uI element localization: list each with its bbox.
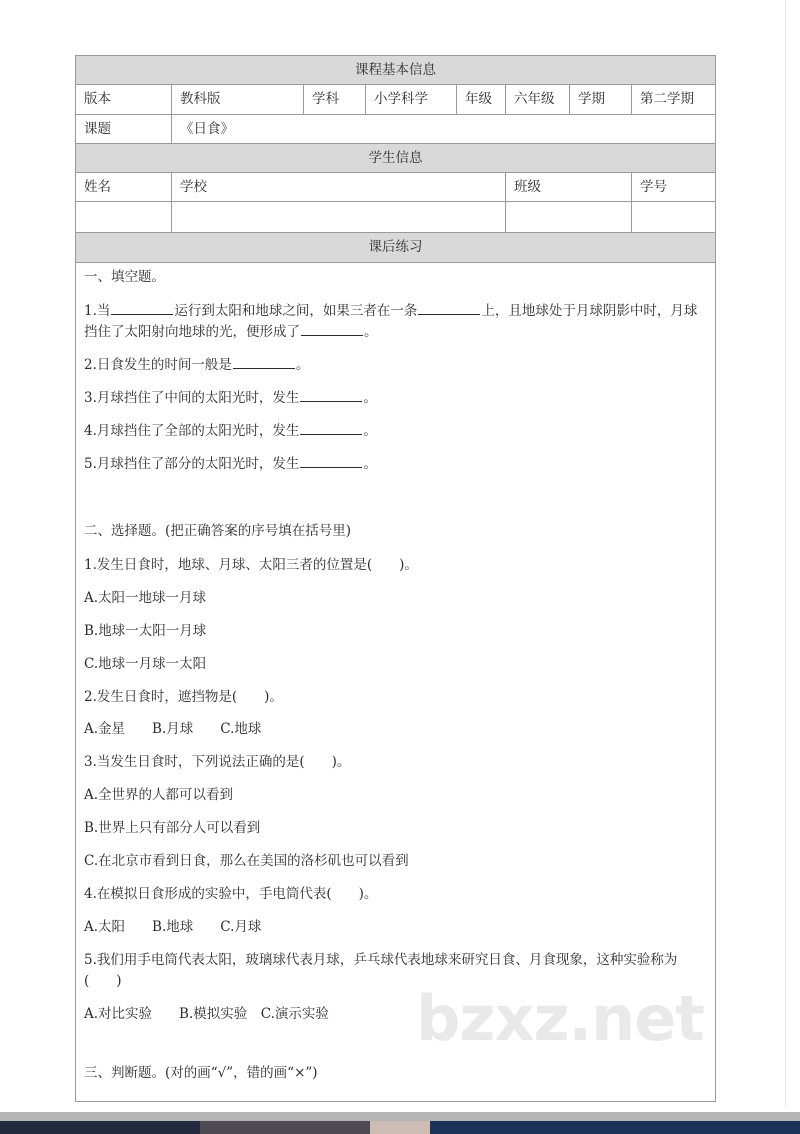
label-term: 学期 — [570, 85, 632, 114]
section1-item-1: 1.当 运行到太阳和地球之间，如果三者在一条 上，且地球处于月球阴影中时，月球挡住了太阳射向地球的光，便形成了 。 — [84, 303, 698, 341]
field-student-number[interactable] — [632, 202, 716, 233]
section2-question-3: 3.当发生日食时，下列说法正确的是( )。 — [84, 754, 351, 771]
course-info-row-2 — [76, 114, 716, 143]
fill-blank[interactable] — [233, 355, 295, 369]
next-page-preview-strip — [0, 1121, 800, 1134]
label-student-school: 学校 — [172, 173, 506, 202]
label-student-class: 班级 — [506, 173, 632, 202]
section2-q1-option-b[interactable]: B.地球一太阳一月球 — [84, 622, 207, 639]
exercise-body-row — [76, 262, 716, 1101]
field-student-name[interactable] — [76, 202, 172, 233]
fill-blank[interactable] — [301, 322, 363, 336]
exercise-body-cell — [76, 262, 716, 1101]
site-watermark: bzxz.net — [416, 982, 704, 1055]
section-spacer — [84, 1037, 707, 1063]
section2-heading: 二、选择题。(把正确答案的序号填在括号里) — [84, 522, 352, 539]
label-student-number: 学号 — [632, 173, 716, 202]
section1-heading: 一、填空题。 — [84, 269, 165, 286]
fill-blank[interactable] — [111, 302, 173, 316]
course-info-row-1 — [76, 85, 716, 114]
course-info-band-title: 课程基本信息 — [76, 56, 716, 85]
section2-question-5: 5.我们用手电筒代表太阳，玻璃球代表月球，乒乓球代表地球来研究日食、月食现象，这种实验称为( ) — [84, 951, 678, 989]
label-subject: 学科 — [304, 85, 366, 114]
section2-question-2: 2.发生日食时，遮挡物是( )。 — [84, 688, 283, 705]
label-grade: 年级 — [457, 85, 506, 114]
section2-q3-option-a[interactable]: A.全世界的人都可以看到 — [84, 787, 234, 804]
student-info-label-row — [76, 173, 716, 202]
section2-q3-option-b[interactable]: B.世界上只有部分人可以看到 — [84, 820, 261, 837]
section1-item-3: 3.月球挡住了中间的太阳光时，发生 。 — [84, 390, 377, 407]
student-info-band-title: 学生信息 — [76, 143, 716, 172]
label-version: 版本 — [76, 85, 172, 114]
section2-q1-option-c[interactable]: C.地球一月球一太阳 — [84, 655, 207, 672]
value-subject: 小学科学 — [366, 85, 457, 114]
section2-q5-options[interactable]: A.对比实验 B.模拟实验 C.演示实验 — [84, 1005, 329, 1022]
course-info-band-row — [76, 56, 716, 85]
fill-blank[interactable] — [300, 388, 362, 402]
page-separator-bar — [0, 1112, 800, 1121]
preview-segment — [0, 1121, 200, 1134]
field-student-class[interactable] — [506, 202, 632, 233]
value-version: 教科版 — [172, 85, 304, 114]
preview-segment — [370, 1121, 430, 1134]
value-term: 第二学期 — [632, 85, 716, 114]
field-student-school[interactable] — [172, 202, 506, 233]
fill-blank[interactable] — [300, 421, 362, 435]
worksheet-table — [75, 55, 716, 1102]
section1-item-5: 5.月球挡住了部分的太阳光时，发生 。 — [84, 455, 377, 472]
preview-segment — [430, 1121, 800, 1134]
fill-blank[interactable] — [300, 454, 362, 468]
section-spacer — [84, 487, 707, 521]
section2-q3-option-c[interactable]: C.在北京市看到日食，那么在美国的洛杉矶也可以看到 — [84, 853, 409, 870]
label-topic: 课题 — [76, 114, 172, 143]
section1-item-4: 4.月球挡住了全部的太阳光时，发生 。 — [84, 423, 377, 440]
section3-heading: 三、判断题。(对的画“√”，错的画“×”) — [84, 1064, 318, 1081]
fill-blank[interactable] — [418, 302, 480, 316]
value-topic: 《日食》 — [172, 114, 716, 143]
section2-question-4: 4.在模拟日食形成的实验中，手电筒代表( )。 — [84, 886, 378, 903]
exercise-band-title: 课后练习 — [76, 233, 716, 262]
section1-item-2: 2.日食发生的时间一般是 。 — [84, 357, 310, 374]
section2-question-1: 1.发生日食时，地球、月球、太阳三者的位置是( )。 — [84, 556, 418, 573]
section2-q2-options[interactable]: A.金星 B.月球 C.地球 — [84, 721, 262, 738]
student-info-band-row — [76, 143, 716, 172]
section2-q1-option-a[interactable]: A.太阳一地球一月球 — [84, 589, 207, 606]
exercise-band-row — [76, 233, 716, 262]
student-info-entry-row — [76, 202, 716, 233]
section2-q4-options[interactable]: A.太阳 B.地球 C.月球 — [84, 918, 262, 935]
label-student-name: 姓名 — [76, 173, 172, 202]
value-grade: 六年级 — [506, 85, 570, 114]
